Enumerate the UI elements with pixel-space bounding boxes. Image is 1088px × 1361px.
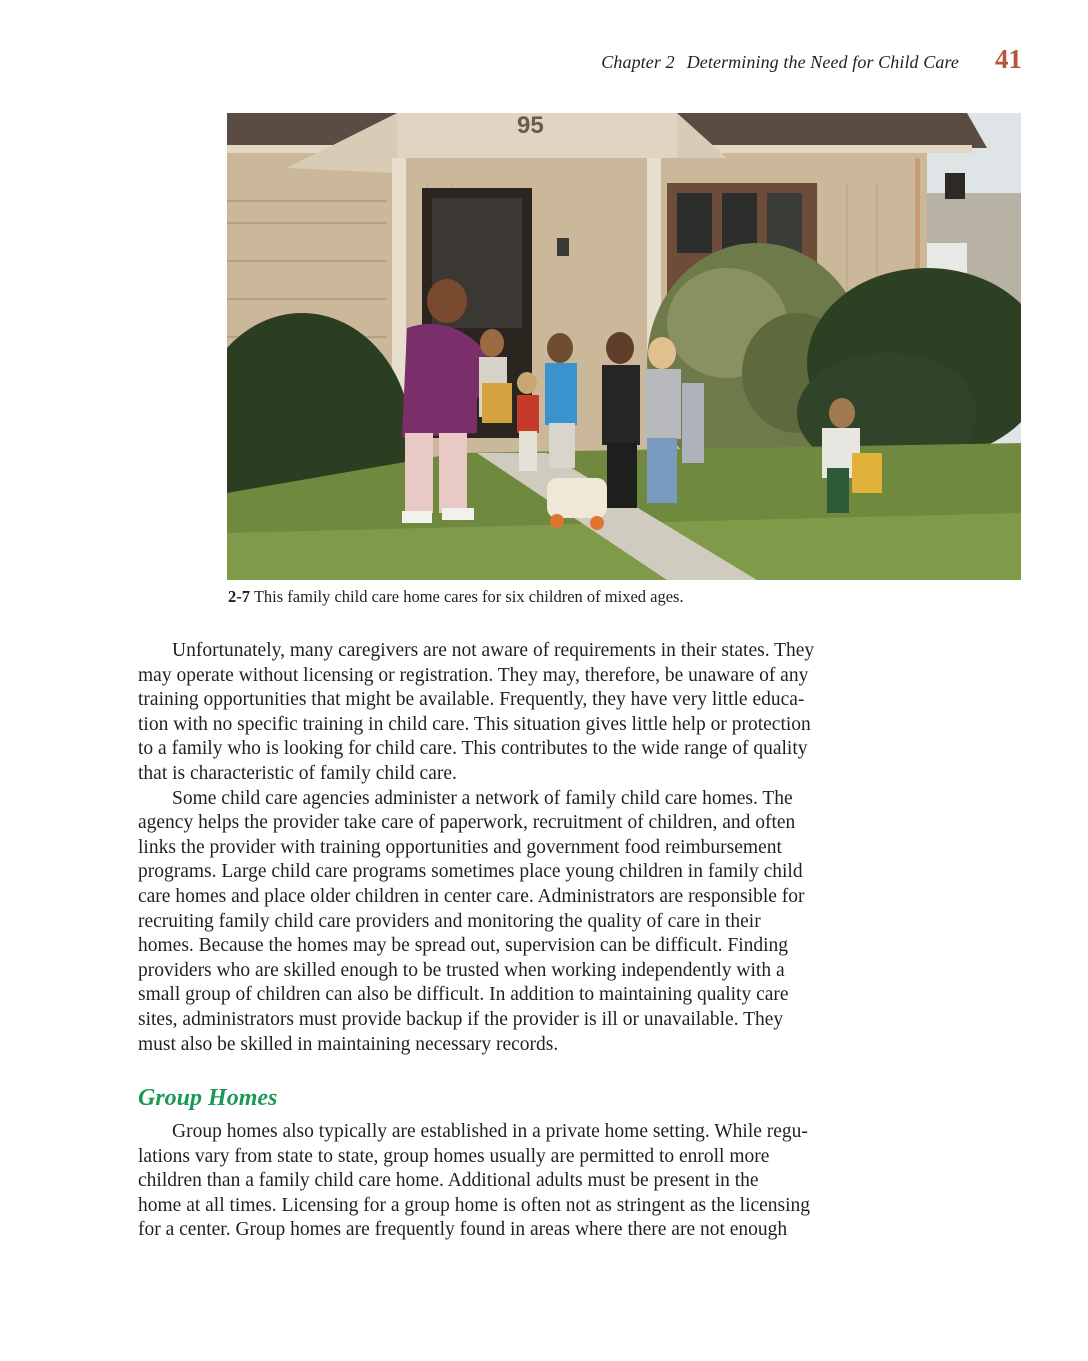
paragraph-1 (138, 639, 928, 787)
text-line: Unfortunately, many caregivers are not aware of requirements in their states. They (172, 640, 815, 661)
text-line: Some child care agencies administer a network of family child care homes. The (172, 787, 793, 809)
page-number: 41 (995, 44, 1022, 74)
caption-number: 2-7 (228, 587, 250, 606)
paragraph-group-homes (138, 1120, 928, 1243)
text-line: must also be skilled in maintaining necessary records. (138, 1033, 559, 1055)
svg-text:95: 95 (517, 113, 544, 139)
text-line: training opportunities that might be available. Frequently, they have very little educa- (138, 689, 805, 711)
body-text-group-homes (138, 1120, 928, 1243)
chapter-title: Determining the Need for Child Care (686, 52, 959, 72)
text-line: homes. Because the homes may be spread out, supervision can be difficult. Finding (138, 935, 789, 957)
text-line: providers who are skilled enough to be trusted when working independently with a (138, 959, 785, 981)
text-line: agency helps the provider take care of paperwork, recruitment of children, and often (138, 812, 796, 834)
house-photo-illustration (227, 113, 1021, 580)
text-line: programs. Large child care programs sometimes place young children in family child (138, 861, 803, 883)
text-line: lations vary from state to state, group homes usually are permitted to enroll more (138, 1145, 770, 1167)
text-line: links the provider with training opportunities and government food reimbursement (138, 836, 782, 858)
text-line: tion with no specific training in child care. This situation gives little help or protection (138, 713, 811, 735)
text-line: to a family who is looking for child care. This contributes to the wide range of quality (138, 738, 808, 760)
text-line: sites, administrators must provide backup if the provider is ill or unavailable. They (138, 1008, 784, 1030)
text-line: for a center. Group homes are frequently found in areas where there are not enough (138, 1219, 788, 1241)
running-title (601, 52, 959, 73)
text-line: that is characteristic of family child care. (138, 762, 457, 784)
figure-caption (228, 587, 684, 607)
text-line: children than a family child care home. Additional adults must be present in the (138, 1170, 759, 1192)
paragraph-2 (138, 787, 928, 1058)
text-line: may operate without licensing or registration. They may, therefore, be unaware of any (138, 664, 809, 686)
text-line: recruiting family child care providers and monitoring the quality of care in their (138, 910, 761, 932)
text-line: home at all times. Licensing for a group home is often not as stringent as the licensing (138, 1194, 811, 1216)
figure-photo (227, 113, 1021, 580)
text-line: care homes and place older children in center care. Administrators are responsible for (138, 885, 805, 907)
caption-text: This family child care home cares for six children of mixed ages. (253, 587, 684, 606)
text-line: small group of children can also be difficult. In addition to maintaining quality care (138, 984, 789, 1006)
body-text-top (138, 639, 928, 1057)
chapter-label: Chapter 2 (601, 52, 675, 72)
running-head (601, 44, 1022, 75)
text-line: Group homes also typically are established in a private home setting. While regu- (172, 1121, 808, 1142)
section-heading-group-homes: Group Homes (138, 1085, 278, 1111)
